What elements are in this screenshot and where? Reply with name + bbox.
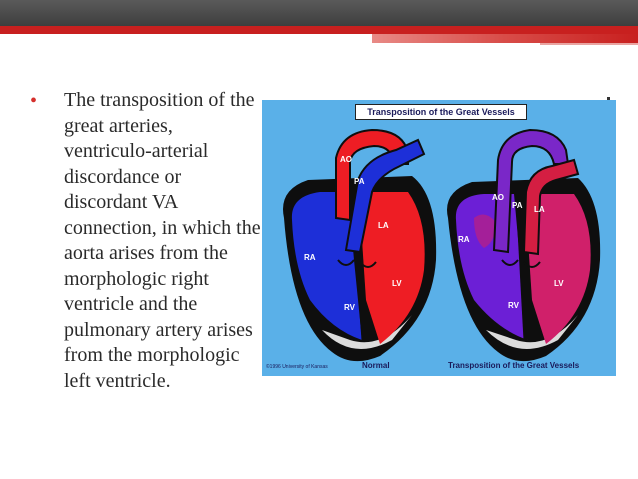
svg-text:LV: LV: [554, 279, 564, 288]
heart-diagram-figure: [262, 100, 616, 376]
top-bar: [0, 0, 638, 26]
svg-text:RA: RA: [304, 253, 316, 262]
accent-band-gradient: [372, 34, 638, 43]
svg-text:LV: LV: [392, 279, 402, 288]
caption-transposition: Transposition of the Great Vessels: [448, 361, 580, 370]
heart-diagram: [262, 100, 616, 376]
accent-line: [540, 43, 638, 45]
svg-text:PA: PA: [512, 201, 523, 210]
normal-heart: [283, 130, 436, 361]
svg-text:AO: AO: [340, 155, 352, 164]
copyright-text: ©1996 University of Kansas: [266, 364, 328, 370]
accent-band: [0, 26, 638, 34]
bullet-text: The transposition of the great arteries, ventriculo-arterial discordance or discordant VA connection, in which the aorta arises from the morphologic right ventricle and the pulmonary artery arises from the morphologic left ventricle.: [64, 89, 261, 392]
svg-text:AO: AO: [492, 193, 504, 202]
transposition-heart: [447, 130, 600, 361]
figure-title: Transposition of the Great Vessels: [355, 104, 527, 120]
svg-text:LA: LA: [534, 205, 545, 214]
svg-text:LA: LA: [378, 221, 389, 230]
caption-normal: Normal: [362, 361, 390, 370]
svg-text:RV: RV: [508, 301, 519, 310]
svg-text:RV: RV: [344, 303, 355, 312]
svg-text:PA: PA: [354, 177, 365, 186]
svg-text:RA: RA: [458, 235, 470, 244]
bullet-dot: •: [30, 90, 38, 112]
